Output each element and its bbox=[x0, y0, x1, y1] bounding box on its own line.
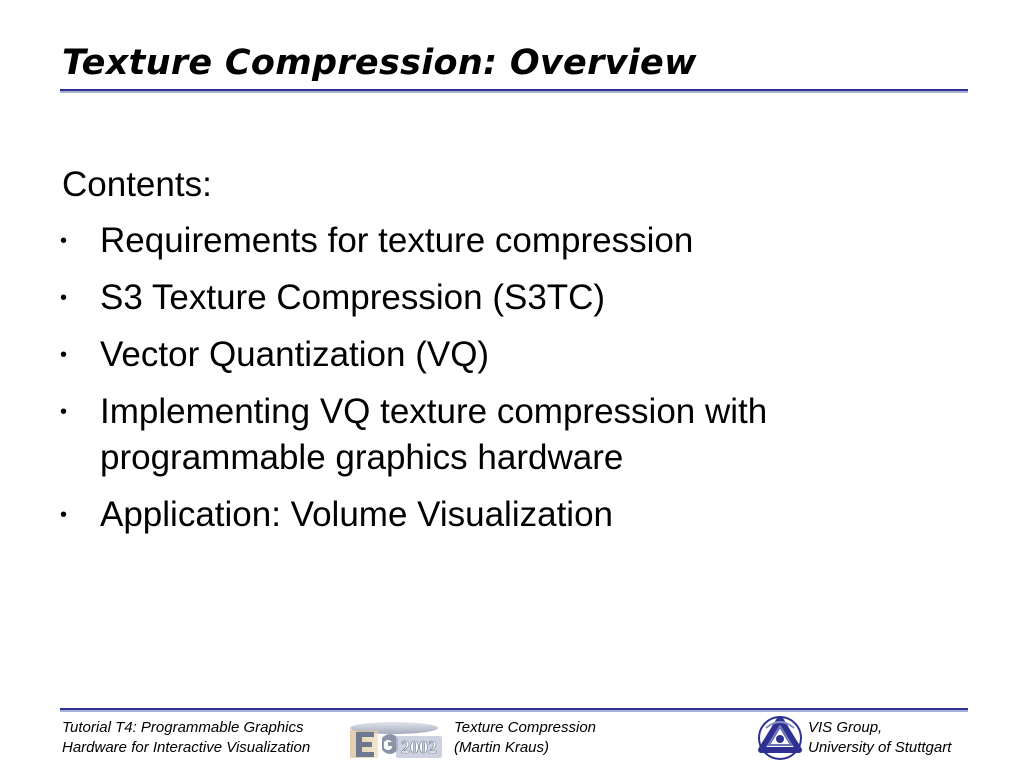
bullet-icon: • bbox=[60, 344, 68, 366]
footer-tutorial-line1: Tutorial T4: Programmable Graphics bbox=[62, 719, 304, 736]
list-item-text: Application: Volume Visualization bbox=[100, 495, 614, 534]
bullet-icon: • bbox=[60, 504, 68, 526]
list-item bbox=[62, 492, 962, 538]
bullet-icon: • bbox=[60, 401, 68, 423]
list-item-text: Implementing VQ texture compression with programmable graphics hardware bbox=[100, 392, 768, 477]
contents-heading: Contents: bbox=[62, 165, 212, 204]
footer-topic-line2: (Martin Kraus) bbox=[454, 739, 550, 756]
list-item-text: Requirements for texture compression bbox=[100, 221, 694, 260]
footer-affiliation-line1: VIS Group, bbox=[808, 719, 883, 736]
footer bbox=[0, 712, 1024, 768]
vis-group-logo-icon bbox=[756, 714, 804, 767]
list-item-text: S3 Texture Compression (S3TC) bbox=[100, 278, 606, 317]
footer-topic bbox=[454, 718, 596, 758]
footer-tutorial bbox=[62, 718, 310, 758]
list-item bbox=[62, 275, 962, 321]
bullet-icon: • bbox=[60, 287, 68, 309]
slide-title: Texture Compression: Overview bbox=[62, 43, 697, 83]
svg-text:2002: 2002 bbox=[401, 737, 437, 757]
list-item bbox=[62, 389, 962, 481]
title-underline bbox=[60, 89, 968, 93]
footer-topic-line1: Texture Compression bbox=[454, 719, 597, 736]
footer-affiliation-line2: University of Stuttgart bbox=[808, 739, 952, 756]
footer-affiliation bbox=[808, 718, 951, 758]
eurographics-logo-icon bbox=[348, 716, 444, 765]
list-item bbox=[62, 332, 962, 378]
footer-tutorial-line2: Hardware for Interactive Visualization bbox=[62, 739, 311, 756]
slide-body bbox=[62, 162, 962, 549]
list-item bbox=[62, 218, 962, 264]
contents-list bbox=[62, 218, 962, 538]
bullet-icon: • bbox=[60, 230, 68, 252]
list-item-text: Vector Quantization (VQ) bbox=[100, 335, 490, 374]
